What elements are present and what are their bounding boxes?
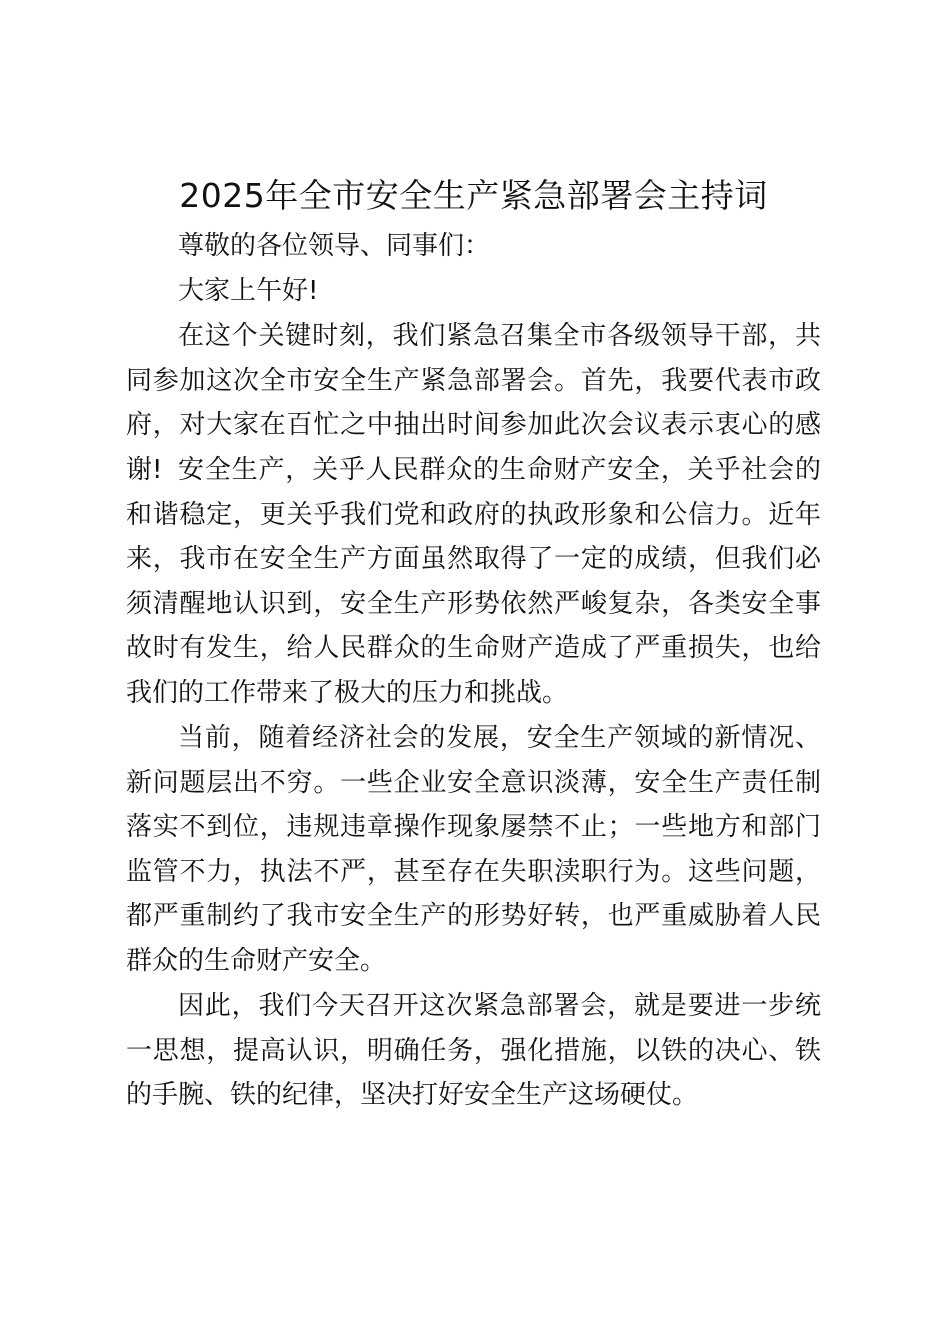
paragraph: 在这个关键时刻，我们紧急召集全市各级领导干部，共同参加这次全市安全生产紧急部署会。首先，我要代表市政府，对大家在百忙之中抽出时间参加此次会议表示衷心的感谢! <box>126 321 821 485</box>
greeting-line: 尊敬的各位领导、同事们： <box>178 231 491 261</box>
paragraph: 因此，我们今天召开这次紧急部署会，就是要进一步统一思想，提高认识，明确任务，强化措施，以铁的决心、铁的手腕、铁的纪律，坚决打好安全生产这场硬仗。 <box>126 991 821 1110</box>
salutation-line: 大家上午好! <box>178 276 319 306</box>
paragraph: 当前，随着经济社会的发展，安全生产领域的新情况、新问题层出不穷。一些企业安全意识淡薄，安全生产责任制落实不到位，违规违章操作现象屡禁不止；一些地方和部门监管不力，执法不严，甚至存在失职渎职行为。这些问题，都严重制约了我市安全生产的形势好转，也严重威胁着人民群众的生命财产安全。 <box>126 723 821 976</box>
document-title: 2025年全市安全生产紧急部署会主持词 <box>179 176 768 215</box>
paragraph: 安全生产，关乎人民群众的生命财产安全，关乎社会的和谐稳定，更关乎我们党和政府的执政形象和公信力。近年来，我市在安全生产方面虽然取得了一定的成绩，但我们必须清醒地认识到，安全生产形势依然严峻复杂，各类安全事故时有发生，给人民群众的生命财产造成了严重损失，也给我们的工作带来了极大的压力和挑战。 <box>126 455 821 708</box>
